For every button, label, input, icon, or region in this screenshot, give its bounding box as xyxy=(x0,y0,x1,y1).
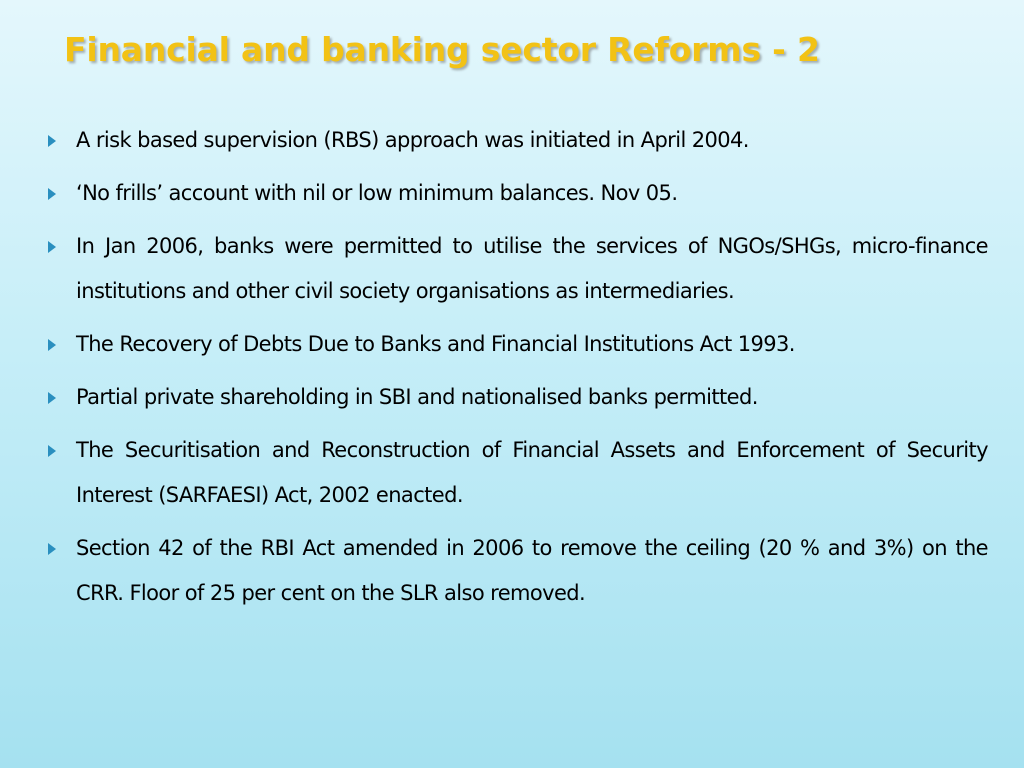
bullet-text: The Recovery of Debts Due to Banks and Financial Institutions Act 1993. xyxy=(76,332,795,356)
triangle-right-icon xyxy=(48,241,56,253)
bullet-item xyxy=(40,118,988,163)
triangle-right-icon xyxy=(48,188,56,200)
bullet-item xyxy=(40,526,988,616)
bullet-list xyxy=(40,118,988,624)
bullet-text: A risk based supervision (RBS) approach was initiated in April 2004. xyxy=(76,128,749,152)
bullet-text: The Securitisation and Reconstruction of Financial Assets and Enforcement of Security Interest (SARFAESI) Act, 2002 enacted. xyxy=(76,438,988,507)
triangle-right-icon xyxy=(48,445,56,457)
triangle-right-icon xyxy=(48,339,56,351)
bullet-text: Section 42 of the RBI Act amended in 2006 to remove the ceiling (20 % and 3%) on the CRR. Floor of 25 per cent on the SLR also removed. xyxy=(76,536,988,605)
bullet-text: Partial private shareholding in SBI and nationalised banks permitted. xyxy=(76,385,758,409)
bullet-item xyxy=(40,224,988,314)
bullet-text: In Jan 2006, banks were permitted to utilise the services of NGOs/SHGs, micro-finance institutions and other civil society organisations as intermediaries. xyxy=(76,234,988,303)
bullet-item xyxy=(40,375,988,420)
bullet-text: ‘No frills’ account with nil or low minimum balances. Nov 05. xyxy=(76,181,678,205)
bullet-item xyxy=(40,428,988,518)
bullet-item xyxy=(40,171,988,216)
triangle-right-icon xyxy=(48,543,56,555)
bullet-item xyxy=(40,322,988,367)
triangle-right-icon xyxy=(48,135,56,147)
triangle-right-icon xyxy=(48,392,56,404)
slide-title: Financial and banking sector Reforms - 2 xyxy=(64,30,820,69)
